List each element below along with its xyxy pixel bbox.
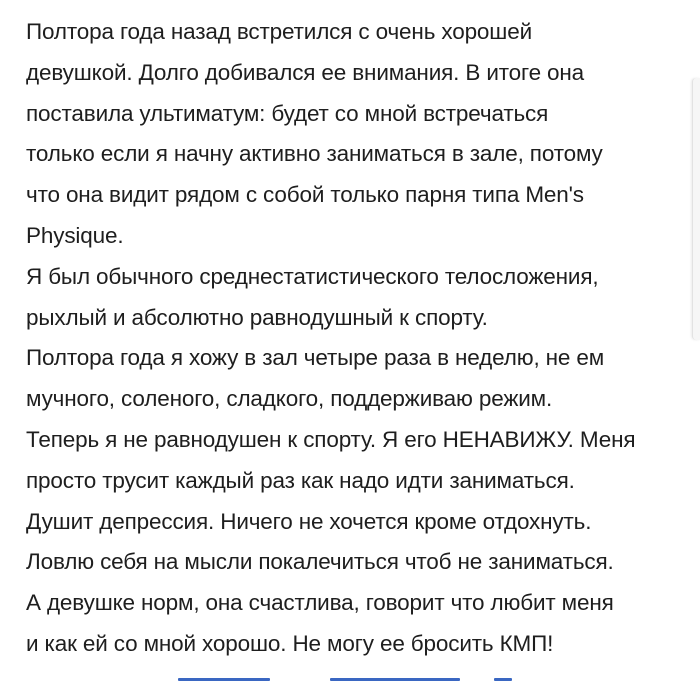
post-text-line: девушкой. Долго добивался ее внимания. В итоге она [26,59,585,85]
cut-off-link[interactable] [178,678,270,681]
scrollbar-thumb[interactable] [692,78,700,340]
post-text-line: что она видит рядом с собой только парня типа Men's [26,182,584,208]
post-text-line: Physique. [26,222,124,248]
post-text-line: Ловлю себя на мысли покалечиться чтоб не заниматься. [26,549,614,575]
cut-off-link-row [0,676,700,690]
post-body [26,12,686,665]
post-text-line: Я был обычного среднестатистического телосложения, [26,263,599,289]
post-text-line: Полтора года назад встретился с очень хорошей [26,19,532,44]
cut-off-link[interactable] [494,678,512,681]
post-text-line: Теперь я не равнодушен к спорту. Я его НЕНАВИЖУ. Меня [26,426,636,452]
post-text-line: и как ей со мной хорошо. Не могу ее бросить КМП! [26,630,554,656]
post-text-line: поставила ультиматум: будет со мной встречаться [26,100,549,126]
post-text-line: Душит депрессия. Ничего не хочется кроме отдохнуть. [26,508,592,534]
post-text-line: мучного, соленого, сладкого, поддерживаю режим. [26,386,553,412]
post-text-line: Полтора года я хожу в зал четыре раза в неделю, не ем [26,345,605,371]
post-text-line: А девушке норм, она счастлива, говорит что любит меня [26,590,614,616]
cut-off-link[interactable] [330,678,460,681]
post-text-line: только если я начну активно заниматься в зале, потому [26,141,603,167]
post-text-line: рыхлый и абсолютно равнодушный к спорту. [26,304,488,330]
post-text-line: просто трусит каждый раз как надо идти заниматься. [26,467,575,493]
